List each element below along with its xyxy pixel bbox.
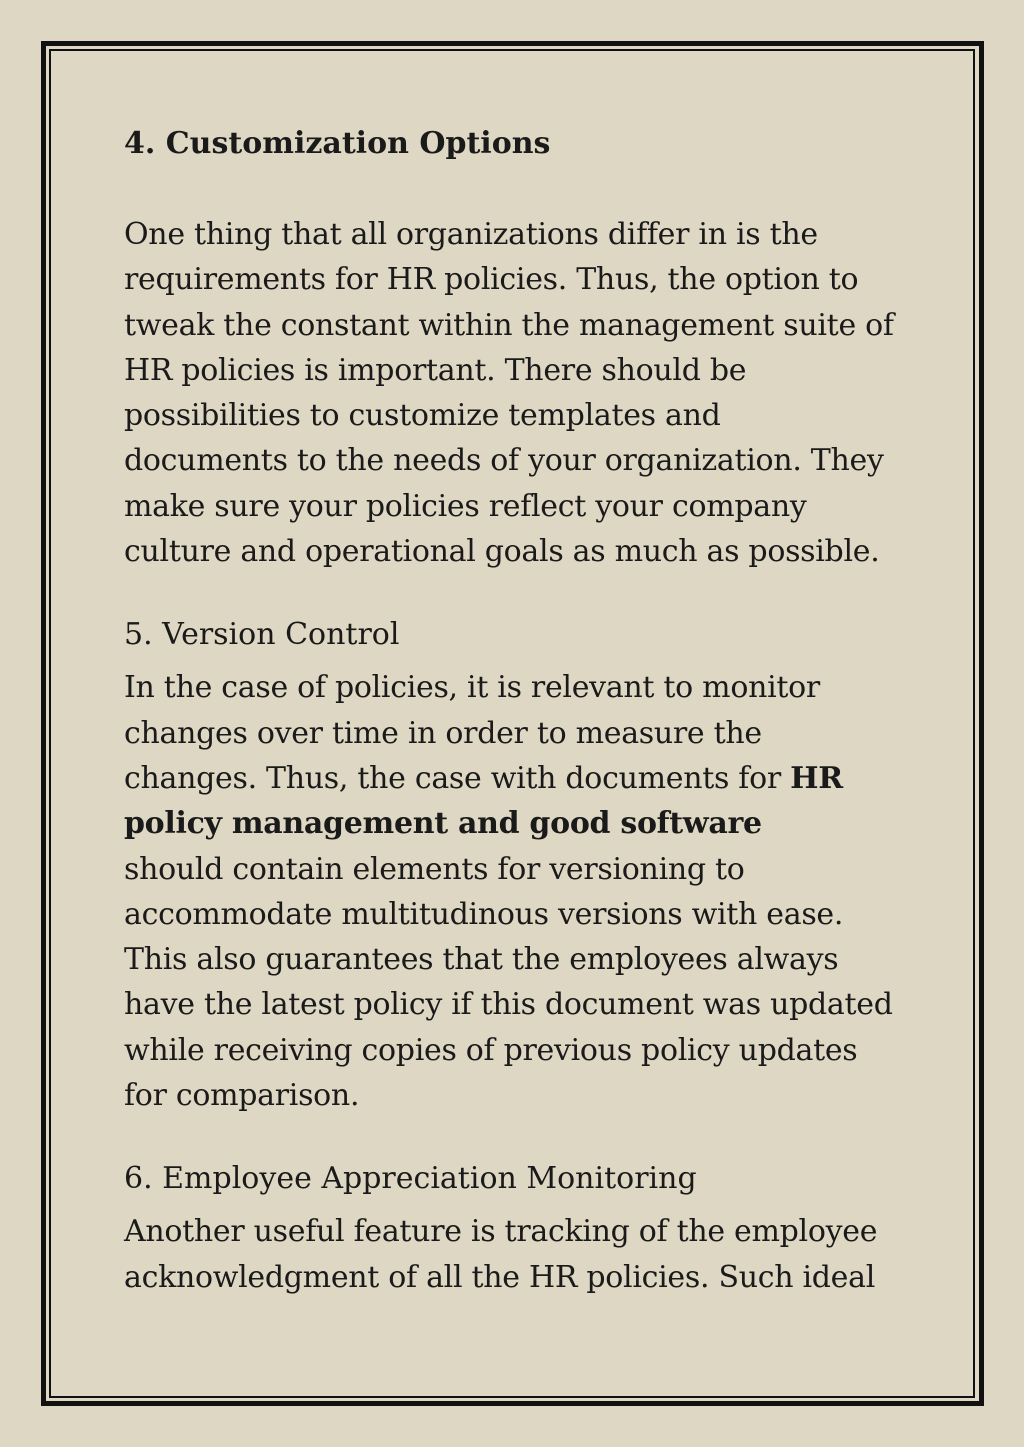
text-line: make sure your policies reflect your company [124, 488, 807, 524]
text-line: changes over time in order to measure the [124, 715, 762, 751]
text-line: tweak the constant within the management suite of [124, 307, 894, 343]
document-body [124, 118, 914, 1300]
text-line: should contain elements for versioning to [124, 851, 745, 887]
bold-term: policy management and good software [124, 806, 762, 842]
text-line: have the latest policy if this document was updated [124, 987, 893, 1023]
section-heading-customization: 4. Customization Options [124, 126, 551, 161]
text-segment: changes. Thus, the case with documents for [124, 760, 791, 796]
text-line: acknowledgment of all the HR policies. Such ideal [124, 1259, 876, 1295]
text-line: accommodate multitudinous versions with ease. [124, 896, 844, 932]
text-line: while receiving copies of previous policy updates [124, 1032, 858, 1068]
text-line: One thing that all organizations differ in is the [124, 217, 818, 252]
paragraph-version-control [124, 665, 914, 1118]
text-line: documents to the needs of your organization. They [124, 443, 884, 479]
text-line: In the case of policies, it is relevant to monitor [124, 670, 820, 706]
text-line: HR policies is important. There should be [124, 352, 747, 388]
text-line: culture and operational goals as much as possible. [124, 534, 880, 570]
text-line: requirements for HR policies. Thus, the option to [124, 262, 859, 298]
paragraph-employee-monitoring [124, 1209, 914, 1300]
section-heading-version-control: 5. Version Control [124, 617, 400, 653]
text-line [124, 756, 914, 801]
bold-term: HR [790, 760, 843, 796]
text-line: for comparison. [124, 1078, 360, 1114]
text-line [124, 801, 914, 846]
section-heading-employee-monitoring: 6. Employee Appreciation Monitoring [124, 1161, 697, 1197]
text-line: Another useful feature is tracking of the employee [124, 1214, 878, 1250]
paragraph-customization [124, 212, 914, 574]
text-line: possibilities to customize templates and [124, 398, 721, 434]
text-line: This also guarantees that the employees always [124, 942, 839, 978]
